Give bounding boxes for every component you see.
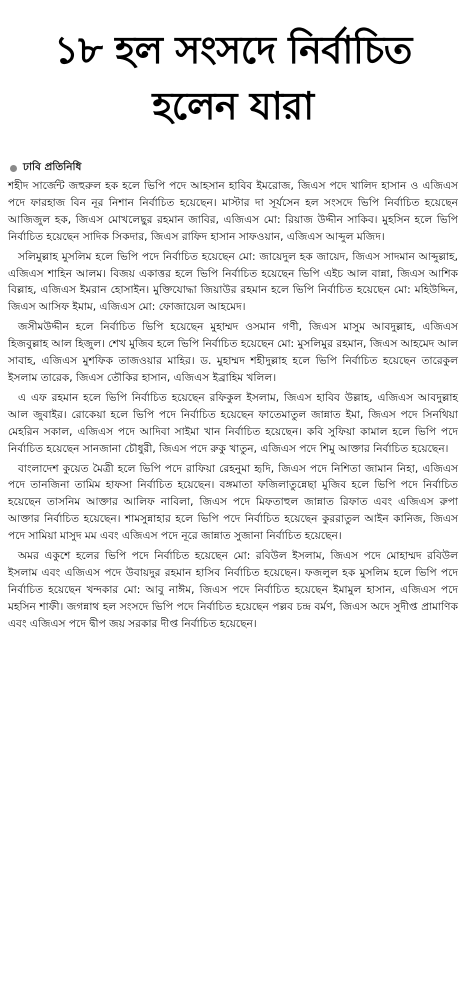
headline-line-1: ১৮ হল সংসদে নির্বাচিত	[54, 28, 412, 72]
headline	[0, 0, 466, 134]
paragraph: সলিমুল্লাহ মুসলিম হলে ভিপি পদে নির্বাচিত হয়েছেন মো: জায়েদুল হক জায়েদ, জিএস সাদমান আব্দুল্লাহ, এজিএস শাহিন আলম। বিজয় একাত্তর হলে ভিপি নির্বাচিত হয়েছেন ভিপি এইচ আল বান্না, জিএস আশিক বিল্লাহ, এজিএস ইমরান হোসাইন। মুক্তিযোদ্ধা জিয়াউর রহমান হলে ভিপি নির্বাচিত হয়েছেন মো: মহিউদ্দিন, জিএস আসিফ ইমাম, এজিএস মো: ফোজায়েল আহমেদ।	[8, 250, 458, 314]
paragraph: শহীদ সার্জেন্ট জহুরুল হক হলে ভিপি পদে আহসান হাবিব ইমরোজ, জিএস পদে খালিদ হাসান ও এজিএস পদে ফারহাজ বিন নূর নিশান নির্বাচিত হয়েছেন। মাস্টার দা সূর্যসেন হল সংসদে ভিপি নির্বাচিত হয়েছেন আজিজুল হক, জিএস মোখলেছুর রহমান জাবির, এজিএস মো: রিয়াজ উদ্দীন সাকিব। মুহসিন হলে ভিপি নির্বাচিত হয়েছেন সাদিক সিকদার, জিএস রাফিদ হাসান সাফওয়ান, এজিএস আব্দুল মজিদ।	[8, 180, 458, 243]
paragraph: অমর একুশে হলের ভিপি পদে নির্বাচিত হয়েছেন মো: রবিউল ইসলাম, জিএস পদে মোহাম্মদ রবিউল ইসলাম এবং এজিএস পদে উবায়দুর রহমান হাসিব নির্বাচিত হয়েছেন। ফজলুল হক মুসলিম হলে ভিপি পদে নির্বাচিত হয়েছেন খন্দকার মো: আবু নাঈম, জিএস পদে নির্বাচিত হয়েছেন ইমামুল হাসান, এজিএস পদে মহসিন শাফী। জগন্নাথ হল সংসদে ভিপি পদে নির্বাচিত হয়েছেন পল্লব চন্দ্র বর্মণ, জিএস অদে সুদীপ্ত প্রামাণিক এবং এজিএস পদে দ্বীপ জয় সরকার দীপ্ত নির্বাচিত হয়েছেন।	[8, 550, 458, 630]
article-body	[8, 178, 458, 633]
byline-text: ঢাবি প্রতিনিধি	[23, 160, 82, 173]
paragraph: এ এফ রহমান হলে ভিপি নির্বাচিত হয়েছেন রফিকুল ইসলাম, জিএস হাবিব উল্লাহ, এজিএস আবদুল্লাহ আল জুবাইর। রোকেয়া হলে ভিপি পদে নির্বাচিত হয়েছেন ফাতেমাতুল জান্নাত ইমা, জিএস পদে সিনথিয়া মেহরিন সকাল, এজিএস পদে আদিবা সাইমা খান নির্বাচিত হয়েছেন। কবি সুফিয়া কামাল হলে ভিপি পদে নির্বাচিত হয়েছেন সানজানা চৌধুরী, জিএস পদে রুকু খাতুন, এজিএস পদে শিমু আক্তার নির্বাচিত হয়েছেন।	[8, 391, 458, 455]
headline-line-2: হলেন যারা	[152, 84, 314, 128]
paragraph: বাংলাদেশ কুয়েত মৈত্রী হলে ভিপি পদে রাফিয়া রেহনুমা হৃদি, জিএস পদে নিশিতা জামান নিহা, এজিএস পদে তানজিনা তামিম হাফসা নির্বাচিত হয়েছেন। বঙ্গমাতা ফজিলাতুন্নেছা মুজিব হলে ভিপি পদে নির্বাচিত হয়েছেন তাসনিম আক্তার আলিফ নাবিলা, জিএস পদে মিফতাহুল জান্নাত রিফাত এবং এজিএস রুপা আক্তার নির্বাচিত হয়েছেন। শামসুন্নাহার হলে ভিপি পদে নির্বাচিত হয়েছেন কুররাতুল আইন কানিজ, জিএস পদে সামিয়া মাসুদ মম এবং এজিএস পদে নূরে জান্নাত সুজানা নির্বাচিত হয়েছেন।	[8, 462, 458, 543]
paragraph: জসীমউদ্দীন হলে নির্বাচিত ভিপি হয়েছেন মুহাম্মদ ওসমান গণী, জিএস মাসুম আবদুল্লাহ, এজিএস হিজবুল্লাহ আল হিজুল। শেখ মুজিব হলে ভিপি নির্বাচিত হয়েছেন মো: মুসলিমুর রহমান, জিএস আহমেদ আল সাবাহ, এজিএস মুশফিক তাজওয়ার মাহির। ড. মুহাম্মদ শহীদুল্লাহ হলে ভিপি নির্বাচিত হয়েছেন তারেকুল ইসলাম তারেক, জিএস তৌকির হাসান, এজিএস ইব্রাহিম খলিল।	[8, 321, 458, 384]
bullet-icon	[10, 165, 17, 172]
byline	[10, 160, 466, 176]
